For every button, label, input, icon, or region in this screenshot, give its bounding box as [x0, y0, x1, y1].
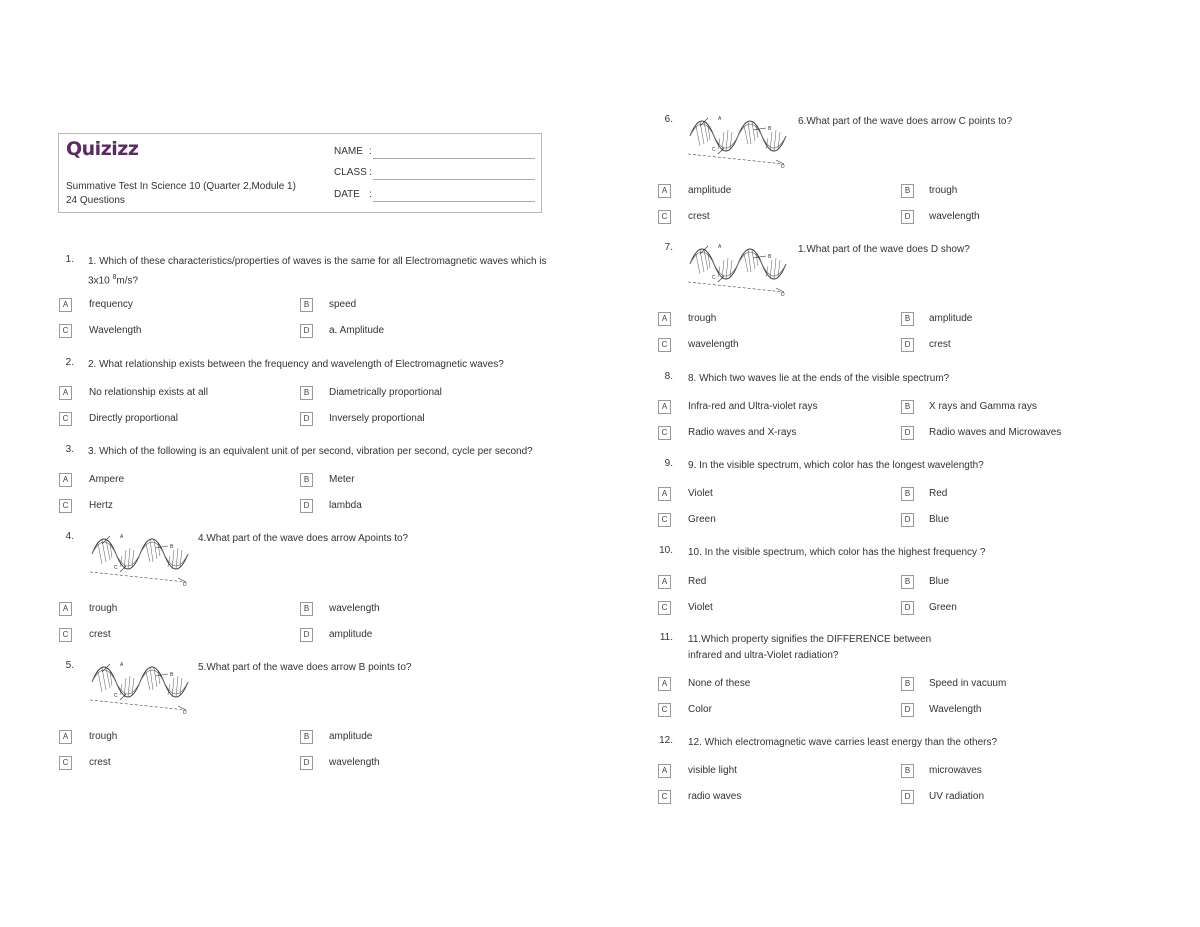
option-box[interactable]: A: [658, 312, 671, 326]
option-box[interactable]: C: [658, 513, 671, 527]
question-text: 9. In the visible spectrum, which color has the longest wavelength?: [688, 460, 984, 471]
wave-diagram-image: [688, 114, 788, 170]
diagram-label-a: A: [120, 534, 124, 540]
option-label[interactable]: Directly proportional: [89, 413, 178, 424]
option-box[interactable]: D: [300, 499, 313, 513]
option-box[interactable]: A: [59, 730, 72, 744]
question-text: 12. Which electromagnetic wave carries least energy than the others?: [688, 737, 998, 748]
option-label[interactable]: Color: [688, 704, 712, 715]
option-label[interactable]: amplitude: [329, 731, 373, 742]
option-box[interactable]: C: [658, 338, 671, 352]
option-box[interactable]: D: [901, 338, 914, 352]
question-count: 24 Questions: [66, 195, 125, 206]
option-box[interactable]: D: [300, 324, 313, 338]
question-number: 3.: [65, 444, 74, 455]
option-box[interactable]: D: [901, 513, 914, 527]
option-box[interactable]: B: [901, 400, 914, 414]
wave-diagram-image: [90, 660, 190, 716]
option-label[interactable]: Violet: [688, 488, 713, 499]
diagram-label-b: B: [170, 672, 174, 678]
option-box[interactable]: A: [59, 386, 72, 400]
option-label[interactable]: Red: [929, 488, 948, 499]
option-box[interactable]: B: [300, 730, 313, 744]
option-box[interactable]: B: [300, 386, 313, 400]
question-number: 5.: [65, 660, 74, 671]
date-field[interactable]: [373, 201, 535, 202]
option-label[interactable]: wavelength: [929, 211, 980, 222]
question-text: 11.Which property signifies the DIFFERENCE between infrared and ultra-Violet radiation?: [688, 634, 932, 661]
option-label[interactable]: wavelength: [329, 603, 380, 614]
option-box[interactable]: D: [901, 703, 914, 717]
option-label[interactable]: Inversely proportional: [329, 413, 425, 424]
option-box[interactable]: C: [59, 756, 72, 770]
name-label: NAME: [334, 146, 363, 157]
diagram-label-b: B: [170, 544, 174, 550]
option-box[interactable]: A: [658, 764, 671, 778]
option-label[interactable]: crest: [89, 757, 111, 768]
option-label[interactable]: Meter: [329, 474, 355, 485]
question-text: 8. Which two waves lie at the ends of the visible spectrum?: [688, 373, 950, 384]
date-colon: :: [369, 189, 372, 200]
option-label[interactable]: frequency: [89, 299, 133, 310]
question-number: 1.: [65, 254, 74, 265]
option-box[interactable]: D: [300, 628, 313, 642]
option-label[interactable]: None of these: [688, 678, 751, 689]
option-label[interactable]: Green: [688, 514, 716, 525]
diagram-label-d: D: [781, 292, 785, 298]
option-box[interactable]: A: [59, 602, 72, 616]
option-box[interactable]: C: [658, 703, 671, 717]
diagram-label-c: C: [114, 565, 118, 571]
option-label[interactable]: Radio waves and Microwaves: [929, 427, 1062, 438]
diagram-label-a: A: [718, 244, 722, 250]
date-label: DATE: [334, 189, 360, 200]
question-number: 2.: [65, 357, 74, 368]
option-box[interactable]: B: [300, 602, 313, 616]
option-label[interactable]: Blue: [929, 576, 950, 587]
diagram-label-d: D: [183, 582, 187, 588]
option-box[interactable]: A: [658, 184, 671, 198]
option-box[interactable]: C: [59, 628, 72, 642]
diagram-label-c: C: [712, 275, 716, 281]
option-box[interactable]: D: [901, 601, 914, 615]
diagram-label-b: B: [768, 126, 772, 132]
option-box[interactable]: C: [658, 601, 671, 615]
option-box[interactable]: D: [300, 412, 313, 426]
option-box[interactable]: B: [901, 764, 914, 778]
option-box[interactable]: A: [658, 677, 671, 691]
option-label[interactable]: radio waves: [688, 791, 742, 802]
option-label[interactable]: Green: [929, 602, 957, 613]
option-box[interactable]: A: [658, 575, 671, 589]
diagram-label-d: D: [781, 164, 785, 170]
name-field[interactable]: [373, 158, 535, 159]
class-field[interactable]: [373, 179, 535, 180]
option-box[interactable]: B: [300, 473, 313, 487]
option-label[interactable]: trough: [688, 313, 717, 324]
option-label[interactable]: Diametrically proportional: [329, 387, 442, 398]
option-label[interactable]: Radio waves and X-rays: [688, 427, 797, 438]
option-box[interactable]: A: [59, 473, 72, 487]
question-text: 6.What part of the wave does arrow C points to?: [798, 116, 1012, 127]
option-box[interactable]: B: [901, 312, 914, 326]
option-label[interactable]: crest: [89, 629, 111, 640]
class-label: CLASS: [334, 167, 367, 178]
option-label[interactable]: No relationship exists at all: [89, 387, 208, 398]
option-label[interactable]: Wavelength: [929, 704, 982, 715]
question-text: 1. Which of these characteristics/properties of waves is the same for all Electromagnetic waves which is 3x10 $^8$m/s?: [88, 256, 547, 287]
question-number: 12.: [659, 735, 673, 746]
option-box[interactable]: C: [59, 499, 72, 513]
option-label[interactable]: visible light: [688, 765, 737, 776]
option-label[interactable]: Blue: [929, 514, 950, 525]
option-label[interactable]: wavelength: [329, 757, 380, 768]
option-box[interactable]: A: [658, 400, 671, 414]
option-label[interactable]: microwaves: [929, 765, 982, 776]
option-label[interactable]: trough: [929, 185, 958, 196]
option-box[interactable]: B: [901, 487, 914, 501]
option-box[interactable]: B: [300, 298, 313, 312]
question-text: 10. In the visible spectrum, which color has the highest frequency ?: [688, 547, 986, 558]
option-box[interactable]: A: [658, 487, 671, 501]
option-label[interactable]: a. Amplitude: [329, 325, 385, 336]
option-label[interactable]: Infra-red and Ultra-violet rays: [688, 401, 818, 412]
option-box[interactable]: D: [901, 790, 914, 804]
option-label[interactable]: lambda: [329, 500, 362, 511]
diagram-label-d: D: [183, 710, 187, 716]
test-title: Summative Test In Science 10 (Quarter 2,Module 1): [66, 181, 296, 192]
option-label[interactable]: amplitude: [329, 629, 373, 640]
question-number: 4.: [65, 531, 74, 542]
wave-diagram-image: [90, 532, 190, 588]
quizizz-logo: Quizizz: [66, 138, 139, 160]
option-box[interactable]: C: [658, 790, 671, 804]
wave-diagram-image: [688, 242, 788, 298]
option-box[interactable]: B: [901, 575, 914, 589]
option-box[interactable]: C: [658, 210, 671, 224]
question-text: 3. Which of the following is an equivalent unit of per second, vibration per second, cycle per second?: [88, 446, 533, 457]
option-label[interactable]: crest: [929, 339, 951, 350]
option-label[interactable]: Red: [688, 576, 707, 587]
question-text: 1.What part of the wave does D show?: [798, 244, 970, 255]
question-number: 9.: [664, 458, 673, 469]
diagram-label-a: A: [120, 662, 124, 668]
option-label[interactable]: crest: [688, 211, 710, 222]
option-label[interactable]: X rays and Gamma rays: [929, 401, 1037, 412]
name-colon: :: [369, 146, 372, 157]
option-label[interactable]: Ampere: [89, 474, 125, 485]
option-box[interactable]: D: [300, 756, 313, 770]
diagram-label-b: B: [768, 254, 772, 260]
question-text: 5.What part of the wave does arrow B points to?: [198, 662, 412, 673]
question-text: 4.What part of the wave does arrow Apoints to?: [198, 533, 409, 544]
option-box[interactable]: B: [901, 677, 914, 691]
option-label[interactable]: wavelength: [688, 339, 739, 350]
question-text: 2. What relationship exists between the frequency and wavelength of Electromagnetic waves?: [88, 359, 504, 370]
question-number: 6.: [664, 114, 673, 125]
diagram-label-c: C: [712, 147, 716, 153]
option-box[interactable]: C: [59, 412, 72, 426]
option-box[interactable]: C: [658, 426, 671, 440]
question-number: 11.: [659, 632, 673, 643]
option-label[interactable]: UV radiation: [929, 791, 985, 802]
option-label[interactable]: Speed in vacuum: [929, 678, 1007, 689]
option-label[interactable]: amplitude: [929, 313, 973, 324]
option-label[interactable]: Violet: [688, 602, 713, 613]
option-box[interactable]: C: [59, 324, 72, 338]
option-box[interactable]: B: [901, 184, 914, 198]
option-label[interactable]: speed: [329, 299, 357, 310]
diagram-label-a: A: [718, 116, 722, 122]
option-label[interactable]: trough: [89, 603, 118, 614]
class-colon: :: [369, 167, 372, 178]
option-label[interactable]: Wavelength: [89, 325, 142, 336]
option-box[interactable]: D: [901, 210, 914, 224]
option-box[interactable]: D: [901, 426, 914, 440]
question-number: 7.: [664, 242, 673, 253]
option-label[interactable]: amplitude: [688, 185, 732, 196]
option-box[interactable]: A: [59, 298, 72, 312]
diagram-label-c: C: [114, 693, 118, 699]
option-label[interactable]: Hertz: [89, 500, 113, 511]
question-number: 8.: [664, 371, 673, 382]
option-label[interactable]: trough: [89, 731, 118, 742]
question-number: 10.: [659, 545, 673, 556]
